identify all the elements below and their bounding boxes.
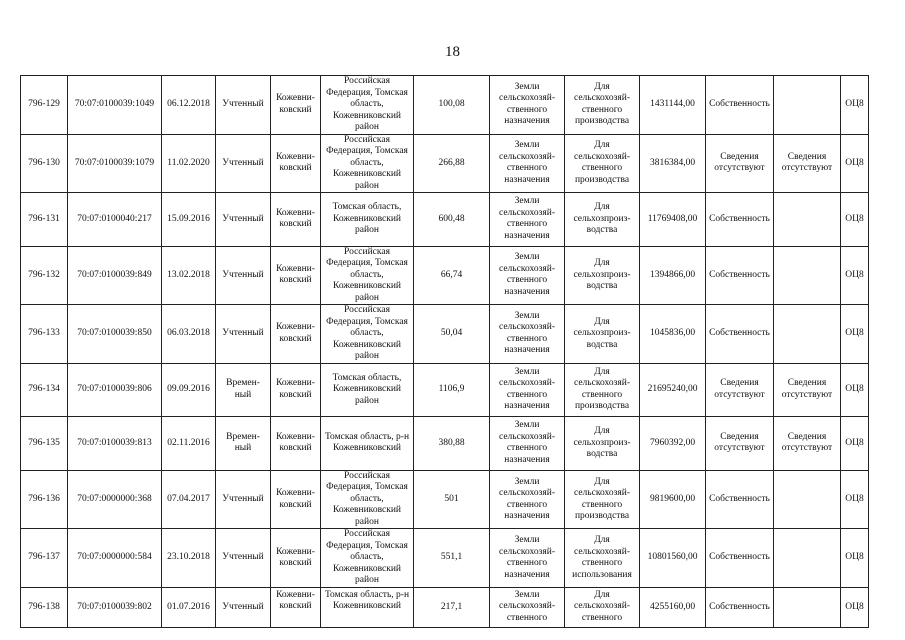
registration-date-cell: 11.02.2020	[162, 134, 216, 193]
area-cell: 551,1	[414, 529, 490, 588]
area-cell: 1106,9	[414, 363, 490, 417]
code-cell: ОЦ8	[841, 417, 869, 471]
row-number-cell: 796-131	[21, 193, 68, 247]
district-cell: Кожевни-ковский	[271, 529, 321, 588]
code-cell: ОЦ8	[841, 363, 869, 417]
cadastral-value-cell: 3816384,00	[640, 134, 706, 193]
table-row	[21, 363, 869, 417]
cadastral-value-cell: 9819600,00	[640, 470, 706, 529]
permitted-use-cell: Для сельскохозяй-ственного использования	[565, 529, 640, 588]
land-category-cell: Земли сельскохозяй-ственного	[490, 587, 565, 627]
permitted-use-cell: Для сельхозпроиз-водства	[565, 305, 640, 364]
address-cell: Российская Федерация, Томская область, Кожевниковский район	[321, 529, 414, 588]
status-cell: Времен-ный	[216, 363, 271, 417]
land-plots-table	[20, 75, 869, 628]
cadastral-value-cell: 21695240,00	[640, 363, 706, 417]
code-cell: ОЦ8	[841, 529, 869, 588]
right-type-cell: Сведения отсутствуют	[706, 363, 774, 417]
code-cell: ОЦ8	[841, 470, 869, 529]
district-cell: Кожевни-ковский	[271, 587, 321, 627]
right-holder-cell	[774, 587, 841, 627]
permitted-use-cell: Для сельскохозяй-ственного	[565, 587, 640, 627]
right-type-cell: Собственность	[706, 246, 774, 305]
land-category-cell: Земли сельскохозяй-ственного назначения	[490, 305, 565, 364]
district-cell: Кожевни-ковский	[271, 134, 321, 193]
row-number-cell: 796-130	[21, 134, 68, 193]
land-category-cell: Земли сельскохозяй-ственного назначения	[490, 76, 565, 135]
right-holder-cell	[774, 246, 841, 305]
right-type-cell: Сведения отсутствуют	[706, 134, 774, 193]
row-number-cell: 796-136	[21, 470, 68, 529]
area-cell: 217,1	[414, 587, 490, 627]
code-cell: ОЦ8	[841, 587, 869, 627]
area-cell: 600,48	[414, 193, 490, 247]
status-cell: Учтенный	[216, 76, 271, 135]
row-number-cell: 796-137	[21, 529, 68, 588]
table-row	[21, 193, 869, 247]
row-number-cell: 796-132	[21, 246, 68, 305]
district-cell: Кожевни-ковский	[271, 193, 321, 247]
row-number-cell: 796-133	[21, 305, 68, 364]
right-holder-cell: Сведения отсутствуют	[774, 363, 841, 417]
table-row	[21, 470, 869, 529]
district-cell: Кожевни-ковский	[271, 246, 321, 305]
table-row	[21, 246, 869, 305]
right-type-cell: Собственность	[706, 470, 774, 529]
code-cell: ОЦ8	[841, 305, 869, 364]
cadastral-value-cell: 1431144,00	[640, 76, 706, 135]
row-number-cell: 796-135	[21, 417, 68, 471]
registration-date-cell: 09.09.2016	[162, 363, 216, 417]
table-row	[21, 417, 869, 471]
address-cell: Российская Федерация, Томская область, Кожевниковский район	[321, 246, 414, 305]
code-cell: ОЦ8	[841, 134, 869, 193]
status-cell: Учтенный	[216, 305, 271, 364]
right-holder-cell	[774, 193, 841, 247]
address-cell: Томская область, р-н Кожевниковский	[321, 587, 414, 627]
registration-date-cell: 06.12.2018	[162, 76, 216, 135]
address-cell: Российская Федерация, Томская область, Кожевниковский район	[321, 305, 414, 364]
table-row	[21, 76, 869, 135]
cadastral-value-cell: 4255160,00	[640, 587, 706, 627]
table-row	[21, 587, 869, 627]
cadastral-value-cell: 7960392,00	[640, 417, 706, 471]
address-cell: Томская область, Кожевниковский район	[321, 363, 414, 417]
right-type-cell: Собственность	[706, 305, 774, 364]
right-holder-cell: Сведения отсутствуют	[774, 134, 841, 193]
cadastral-number-cell: 70:07:0100040:217	[68, 193, 162, 247]
registration-date-cell: 15.09.2016	[162, 193, 216, 247]
land-category-cell: Земли сельскохозяй-ственного назначения	[490, 193, 565, 247]
address-cell: Российская Федерация, Томская область, Кожевниковский район	[321, 470, 414, 529]
land-category-cell: Земли сельскохозяй-ственного назначения	[490, 134, 565, 193]
table-row	[21, 529, 869, 588]
permitted-use-cell: Для сельскохозяй-ственного производства	[565, 76, 640, 135]
right-holder-cell	[774, 529, 841, 588]
permitted-use-cell: Для сельскохозяй-ственного производства	[565, 470, 640, 529]
area-cell: 66,74	[414, 246, 490, 305]
cadastral-value-cell: 1394866,00	[640, 246, 706, 305]
cadastral-value-cell: 10801560,00	[640, 529, 706, 588]
table-row	[21, 134, 869, 193]
page-number: 18	[445, 44, 460, 60]
cadastral-number-cell: 70:07:0000000:584	[68, 529, 162, 588]
registration-date-cell: 23.10.2018	[162, 529, 216, 588]
cadastral-number-cell: 70:07:0100039:1049	[68, 76, 162, 135]
area-cell: 501	[414, 470, 490, 529]
status-cell: Учтенный	[216, 193, 271, 247]
registration-date-cell: 06.03.2018	[162, 305, 216, 364]
permitted-use-cell: Для сельхозпроиз-водства	[565, 246, 640, 305]
cadastral-number-cell: 70:07:0100039:849	[68, 246, 162, 305]
permitted-use-cell: Для сельхозпроиз-водства	[565, 417, 640, 471]
address-cell: Российская Федерация, Томская область, Кожевниковский район	[321, 76, 414, 135]
area-cell: 100,08	[414, 76, 490, 135]
right-holder-cell: Сведения отсутствуют	[774, 417, 841, 471]
land-category-cell: Земли сельскохозяй-ственного назначения	[490, 417, 565, 471]
right-type-cell: Собственность	[706, 76, 774, 135]
code-cell: ОЦ8	[841, 76, 869, 135]
right-holder-cell	[774, 470, 841, 529]
address-cell: Томская область, р-н Кожевниковский	[321, 417, 414, 471]
status-cell: Учтенный	[216, 529, 271, 588]
table-row	[21, 305, 869, 364]
district-cell: Кожевни-ковский	[271, 76, 321, 135]
cadastral-value-cell: 11769408,00	[640, 193, 706, 247]
right-type-cell: Собственность	[706, 587, 774, 627]
status-cell: Времен-ный	[216, 417, 271, 471]
district-cell: Кожевни-ковский	[271, 470, 321, 529]
cadastral-value-cell: 1045836,00	[640, 305, 706, 364]
cadastral-number-cell: 70:07:0000000:368	[68, 470, 162, 529]
registration-date-cell: 07.04.2017	[162, 470, 216, 529]
right-holder-cell	[774, 305, 841, 364]
area-cell: 50,04	[414, 305, 490, 364]
cadastral-number-cell: 70:07:0100039:1079	[68, 134, 162, 193]
right-type-cell: Сведения отсутствуют	[706, 417, 774, 471]
status-cell: Учтенный	[216, 246, 271, 305]
address-cell: Российская Федерация, Томская область, Кожевниковский район	[321, 134, 414, 193]
code-cell: ОЦ8	[841, 246, 869, 305]
cadastral-number-cell: 70:07:0100039:850	[68, 305, 162, 364]
land-category-cell: Земли сельскохозяй-ственного назначения	[490, 246, 565, 305]
cadastral-number-cell: 70:07:0100039:813	[68, 417, 162, 471]
right-type-cell: Собственность	[706, 529, 774, 588]
permitted-use-cell: Для сельхозпроиз-водства	[565, 193, 640, 247]
district-cell: Кожевни-ковский	[271, 417, 321, 471]
right-type-cell: Собственность	[706, 193, 774, 247]
row-number-cell: 796-134	[21, 363, 68, 417]
right-holder-cell	[774, 76, 841, 135]
cadastral-number-cell: 70:07:0100039:802	[68, 587, 162, 627]
registration-date-cell: 02.11.2016	[162, 417, 216, 471]
status-cell: Учтенный	[216, 134, 271, 193]
land-category-cell: Земли сельскохозяй-ственного назначения	[490, 363, 565, 417]
row-number-cell: 796-129	[21, 76, 68, 135]
cadastral-number-cell: 70:07:0100039:806	[68, 363, 162, 417]
row-number-cell: 796-138	[21, 587, 68, 627]
district-cell: Кожевни-ковский	[271, 363, 321, 417]
permitted-use-cell: Для сельскохозяй-ственного производства	[565, 134, 640, 193]
area-cell: 266,88	[414, 134, 490, 193]
address-cell: Томская область, Кожевниковский район	[321, 193, 414, 247]
status-cell: Учтенный	[216, 470, 271, 529]
status-cell: Учтенный	[216, 587, 271, 627]
land-category-cell: Земли сельскохозяй-ственного назначения	[490, 470, 565, 529]
area-cell: 380,88	[414, 417, 490, 471]
permitted-use-cell: Для сельскохозяй-ственного производства	[565, 363, 640, 417]
registration-date-cell: 01.07.2016	[162, 587, 216, 627]
land-category-cell: Земли сельскохозяй-ственного назначения	[490, 529, 565, 588]
registration-date-cell: 13.02.2018	[162, 246, 216, 305]
code-cell: ОЦ8	[841, 193, 869, 247]
district-cell: Кожевни-ковский	[271, 305, 321, 364]
